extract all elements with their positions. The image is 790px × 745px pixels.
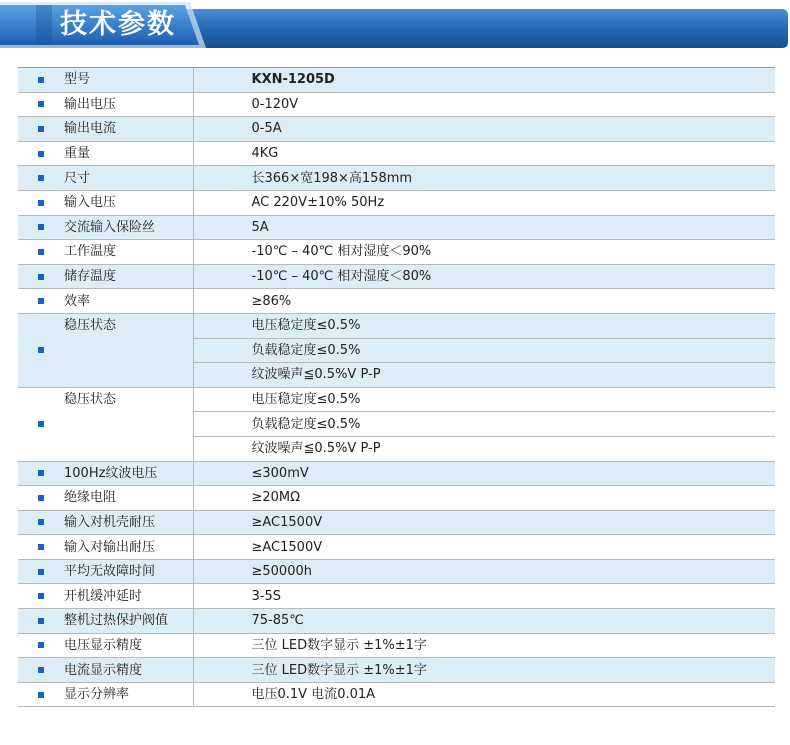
bullet-icon — [38, 77, 44, 83]
spec-row-output-voltage — [18, 92, 775, 117]
spec-name: 开机缓冲延时 — [64, 584, 193, 609]
spec-row-input-chassis-withstand — [18, 510, 775, 535]
spec-row-display-resolution — [18, 682, 775, 707]
spec-value: 75-85℃ — [193, 609, 775, 634]
spec-name: 绝缘电阻 — [64, 486, 193, 511]
spec-row-output-current — [18, 117, 775, 142]
spec-value: ≥86% — [193, 289, 775, 314]
bullet-icon — [38, 249, 44, 255]
spec-name: 输出电压 — [64, 92, 193, 117]
spec-name: 输入对输出耐压 — [64, 535, 193, 560]
section-header-banner — [0, 0, 790, 50]
spec-value: ≥20MΩ — [193, 486, 775, 511]
bullet-icon — [38, 642, 44, 648]
bullet-icon — [38, 151, 44, 157]
spec-table — [18, 67, 775, 707]
bullet-icon — [38, 126, 44, 132]
spec-row-weight — [18, 141, 775, 166]
bullet-icon — [38, 692, 44, 698]
bullet-icon — [38, 175, 44, 181]
spec-row-current-display-accuracy — [18, 658, 775, 683]
spec-row-model — [18, 68, 775, 93]
spec-value: 电压稳定度≤0.5% — [193, 313, 775, 338]
spec-name: 整机过热保护阀值 — [64, 609, 193, 634]
page-title: 技术参数 — [60, 9, 176, 40]
bullet-icon — [38, 495, 44, 501]
spec-row-operating-temp — [18, 240, 775, 265]
spec-name: 电压显示精度 — [64, 633, 193, 658]
spec-value: ≥50000h — [193, 559, 775, 584]
bullet-icon — [38, 667, 44, 673]
bullet-icon — [38, 470, 44, 476]
spec-name: 交流输入保险丝 — [64, 215, 193, 240]
spec-value: 纹波噪声≦0.5%V P-P — [193, 363, 775, 388]
spec-row-ripple-voltage — [18, 461, 775, 486]
spec-row-regulation-1 — [18, 313, 775, 338]
spec-name: 尺寸 — [64, 166, 193, 191]
bullet-icon — [38, 618, 44, 624]
spec-row-dimensions — [18, 166, 775, 191]
spec-name: 输入电压 — [64, 190, 193, 215]
spec-name: 输入对机壳耐压 — [64, 510, 193, 535]
bullet-icon — [38, 519, 44, 525]
bullet-icon — [38, 347, 44, 353]
bullet-icon — [38, 298, 44, 304]
spec-value: 电压稳定度≤0.5% — [193, 387, 775, 412]
bullet-icon — [38, 421, 44, 427]
spec-value: 5A — [193, 215, 775, 240]
spec-name: 稳压状态 — [64, 387, 193, 461]
spec-value: 三位 LED数字显示 ±1%±1字 — [193, 633, 775, 658]
bullet-icon — [38, 101, 44, 107]
spec-row-regulation-2 — [18, 387, 775, 412]
spec-value: -10℃ – 40℃ 相对湿度＜80% — [193, 264, 775, 289]
spec-row-startup-delay — [18, 584, 775, 609]
spec-value: ≤300mV — [193, 461, 775, 486]
spec-name: 输出电流 — [64, 117, 193, 142]
spec-row-insulation — [18, 486, 775, 511]
spec-row-input-output-withstand — [18, 535, 775, 560]
spec-name: 平均无故障时间 — [64, 559, 193, 584]
spec-value: 4KG — [193, 141, 775, 166]
spec-value: ≥AC1500V — [193, 510, 775, 535]
spec-name: 100Hz纹波电压 — [64, 461, 193, 486]
spec-value: AC 220V±10% 50Hz — [193, 190, 775, 215]
spec-value: KXN-1205D — [193, 68, 775, 93]
spec-name: 重量 — [64, 141, 193, 166]
spec-value: -10℃ – 40℃ 相对湿度＜90% — [193, 240, 775, 265]
bullet-icon — [38, 593, 44, 599]
spec-name: 储存温度 — [64, 264, 193, 289]
spec-name: 效率 — [64, 289, 193, 314]
spec-name: 显示分辨率 — [64, 682, 193, 707]
bullet-icon — [38, 200, 44, 206]
bullet-icon — [38, 274, 44, 280]
bullet-icon — [38, 224, 44, 230]
spec-value: ≥AC1500V — [193, 535, 775, 560]
spec-row-input-voltage — [18, 190, 775, 215]
spec-value: 电压0.1V 电流0.01A — [193, 682, 775, 707]
bullet-icon — [38, 569, 44, 575]
spec-row-mtbf — [18, 559, 775, 584]
spec-name: 型号 — [64, 68, 193, 93]
spec-row-storage-temp — [18, 264, 775, 289]
spec-value: 负载稳定度≤0.5% — [193, 412, 775, 437]
spec-value: 负载稳定度≤0.5% — [193, 338, 775, 363]
spec-name: 电流显示精度 — [64, 658, 193, 683]
spec-value: 3-5S — [193, 584, 775, 609]
spec-value: 纹波噪声≦0.5%V P-P — [193, 436, 775, 461]
spec-value: 0-120V — [193, 92, 775, 117]
spec-row-overheat-threshold — [18, 609, 775, 634]
spec-row-ac-fuse — [18, 215, 775, 240]
spec-row-voltage-display-accuracy — [18, 633, 775, 658]
spec-name: 稳压状态 — [64, 313, 193, 387]
spec-value: 长366×宽198×高158mm — [193, 166, 775, 191]
spec-name: 工作温度 — [64, 240, 193, 265]
spec-value: 0-5A — [193, 117, 775, 142]
spec-value: 三位 LED数字显示 ±1%±1字 — [193, 658, 775, 683]
spec-row-efficiency — [18, 289, 775, 314]
bullet-icon — [38, 544, 44, 550]
